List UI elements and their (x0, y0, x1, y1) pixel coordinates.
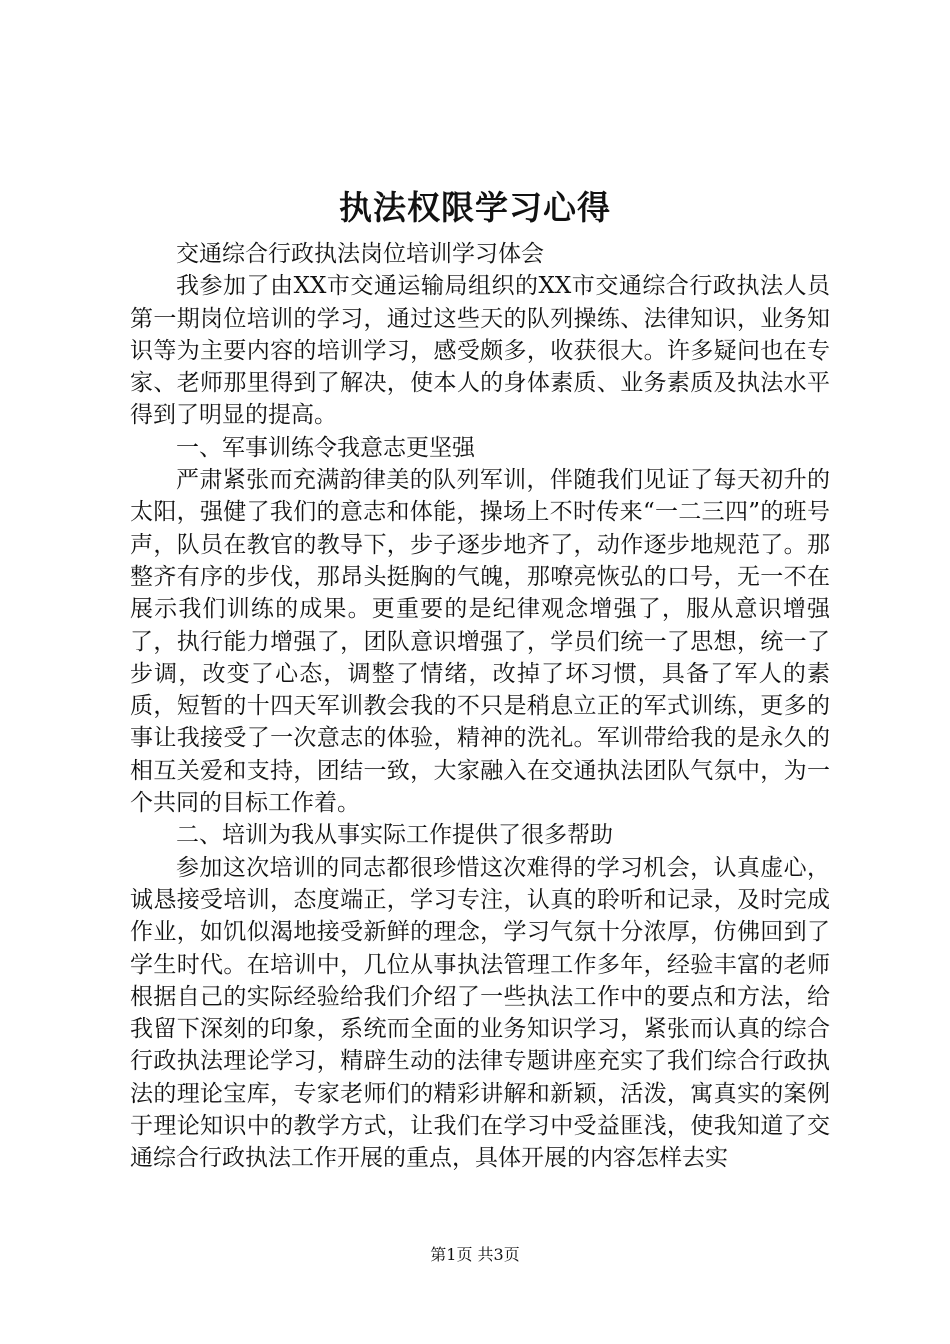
section-1-paragraph: 严肃紧张而充满韵律美的队列军训，伴随我们见证了每天初升的太阳，强健了我们的意志和体能，操场上不时传来“一二三四”的班号声，队员在教官的教导下，步子逐步地齐了，动作逐步地规范了。那整齐有序的步伐，那昂头挺胸的气魄，那嘹亮恢弘的口号，无一不在展示我们训练的成果。更重要的是纪律观念增强了，服从意识增强了，执行能力增强了，团队意识增强了，学员们统一了思想，统一了步调，改变了心态，调整了情绪，改掉了坏习惯，具备了军人的素质，短暂的十四天军训教会我的不只是稍息立正的军式训练，更多的事让我接受了一次意志的体验，精神的洗礼。军训带给我的是永久的相互关爱和支持，团结一致，大家融入在交通执法团队气氛中，为一个共同的目标工作着。 (130, 467, 830, 817)
document-title: 执法权限学习心得 (339, 188, 611, 227)
page-total: 共3页 (477, 1245, 520, 1264)
page-footer (0, 1242, 950, 1265)
section-heading-1: 一、军事训练令我意志更坚强 (176, 434, 475, 461)
section-2-paragraph: 参加这次培训的同志都很珍惜这次难得的学习机会，认真虚心，诚恳接受培训，态度端正，学习专注，认真的聆听和记录，及时完成作业，如饥似渴地接受新鲜的理念，学习气氛十分浓厚，仿佛回到了学生时代。在培训中，几位从事执法管理工作多年，经验丰富的老师根据自己的实际经验给我们介绍了一些执法工作中的要点和方法，给我留下深刻的印象，系统而全面的业务知识学习，紧张而认真的综合行政执法理论学习，精辟生动的法律专题讲座充实了我们综合行政执法的理论宝库，专家老师们的精彩讲解和新颖，活泼，寓真实的案例于理论知识中的教学方式，让我们在学习中受益匪浅，使我知道了交通综合行政执法工作开展的重点，具体开展的内容怎样去实 (130, 854, 830, 1172)
subtitle-paragraph: 交通综合行政执法岗位培训学习体会 (176, 241, 544, 267)
section-heading-2: 二、培训为我从事实际工作提供了很多帮助 (176, 822, 613, 849)
document-body (130, 238, 830, 1175)
page-number: 第1页 (430, 1245, 473, 1264)
intro-paragraph: 我参加了由XX市交通运输局组织的XX市交通综合行政执法人员第一期岗位培训的学习，通过这些天的队列操练、法律知识，业务知识等为主要内容的培训学习，感受颇多，收获很大。许多疑问也在专家、老师那里得到了解决，使本人的身体素质、业务素质及执法水平得到了明显的提高。 (130, 273, 830, 429)
